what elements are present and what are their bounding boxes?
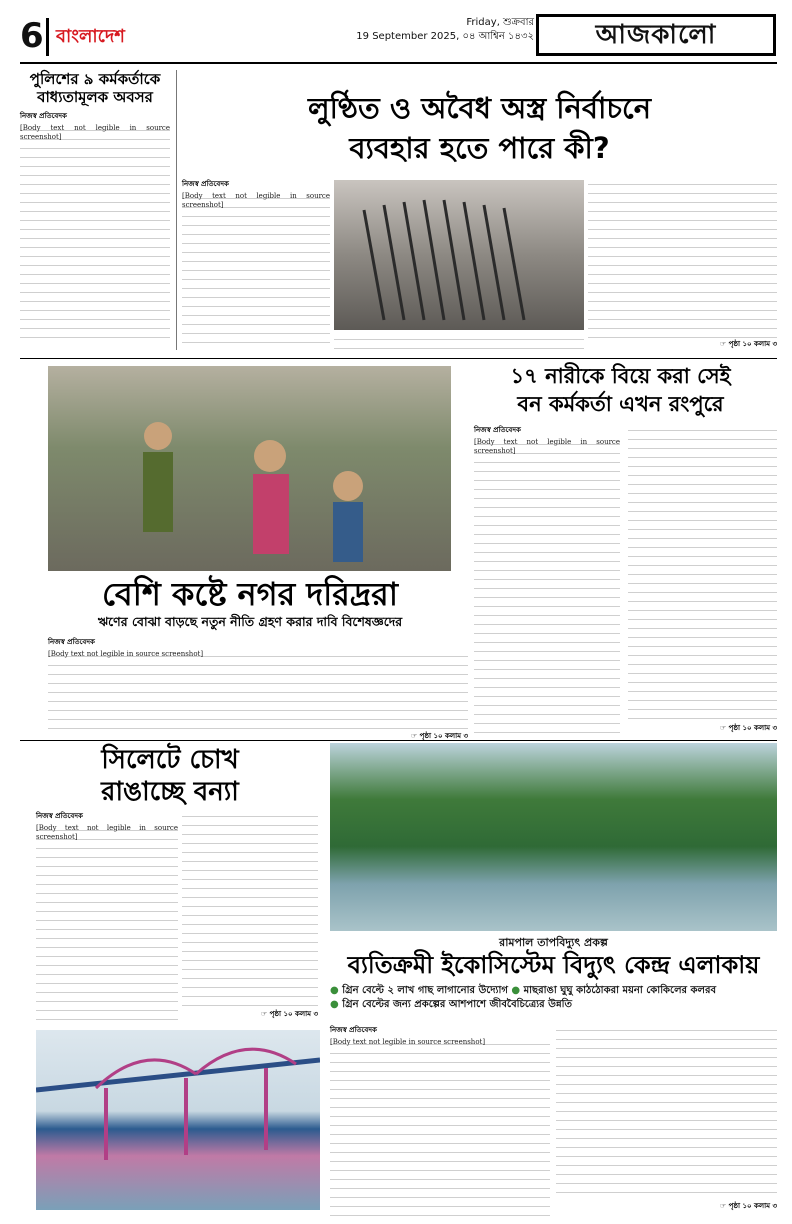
arms-headline-2: ব্যবহার হতে পারে কী? bbox=[349, 131, 610, 165]
forest-byline: নিজস্ব প্রতিবেদক bbox=[474, 426, 521, 434]
poor-continued: ☞ পৃষ্ঠা ১০ কলাম ৩ bbox=[410, 732, 468, 740]
header-rule bbox=[20, 62, 777, 64]
police-byline: নিজস্ব প্রতিবেদক bbox=[20, 112, 67, 120]
mangrove-photo bbox=[330, 743, 777, 931]
police-body: [Body text not legible in source screenshot] bbox=[20, 124, 170, 340]
poor-photo bbox=[48, 366, 451, 571]
power-body-cont bbox=[556, 1024, 777, 1200]
arms-col-1 bbox=[182, 178, 330, 348]
poor-body-block bbox=[48, 636, 468, 740]
power-bullets bbox=[330, 984, 777, 1012]
forest-continued: ☞ পৃষ্ঠা ১০ কলাম ৩ bbox=[719, 724, 777, 732]
bridge-illustration bbox=[36, 1030, 320, 1210]
power-continued: ☞ পৃষ্ঠা ১০ কলাম ৩ bbox=[719, 1202, 777, 1210]
page-number: 6 bbox=[20, 16, 44, 56]
power-col-1 bbox=[330, 1024, 550, 1214]
dateline bbox=[356, 16, 534, 44]
bullet-dot-icon: ● bbox=[330, 985, 339, 996]
dateline-day: Friday, শুক্রবার bbox=[466, 17, 534, 28]
arms-col-3 bbox=[588, 178, 777, 350]
power-byline: নিজস্ব প্রতিবেদক bbox=[330, 1026, 377, 1034]
arms-body: [Body text not legible in source screenshot] bbox=[182, 192, 330, 348]
rifles-illustration bbox=[334, 180, 584, 330]
poor-byline: নিজস্ব প্রতিবেদক bbox=[48, 638, 95, 646]
forest-headline bbox=[464, 362, 777, 418]
arms-body-cont bbox=[588, 178, 777, 338]
poor-body: [Body text not legible in source screenshot] bbox=[48, 650, 468, 730]
bullet-dot-icon: ● bbox=[511, 985, 521, 996]
arms-photo-caption-text bbox=[334, 333, 584, 351]
flood-body-cont bbox=[182, 810, 318, 1008]
arms-photo bbox=[334, 180, 584, 330]
poor-subhead: ঋণের বোঝা বাড়ছে নতুন নীতি গ্রহণ করার দাবি বিশেষজ্ঞদের bbox=[97, 614, 403, 629]
flood-col-1 bbox=[36, 810, 178, 1020]
children-illustration bbox=[48, 366, 451, 571]
column-divider bbox=[176, 70, 177, 350]
flood-continued: ☞ পৃষ্ঠা ১০ কলাম ৩ bbox=[260, 1010, 318, 1018]
police-headline-1: পুলিশের ৯ কর্মকর্তাকে bbox=[29, 70, 161, 88]
flood-headline-1: সিলেটে চোখ bbox=[101, 745, 239, 775]
power-bullet-row-1 bbox=[330, 984, 777, 998]
power-col-2 bbox=[556, 1024, 777, 1214]
power-headline: ব্যতিক্রমী ইকোসিস্টেম বিদ্যুৎ কেন্দ্র এলাকায় bbox=[347, 951, 760, 979]
section-divider bbox=[20, 740, 777, 741]
power-bullet-2: মাছরাঙা ঘুঘু কাঠঠোকরা ময়না কোকিলের কলরব bbox=[523, 985, 717, 996]
bullet-dot-icon: ● bbox=[330, 999, 339, 1010]
forest-headline-1: ১৭ নারীকে বিয়ে করা সেই bbox=[510, 364, 731, 388]
flood-byline: নিজস্ব প্রতিবেদক bbox=[36, 812, 83, 820]
arms-byline: নিজস্ব প্রতিবেদক bbox=[182, 180, 229, 188]
arms-headline bbox=[182, 88, 777, 168]
forest-headline-2: বন কর্মকর্তা এখন রংপুরে bbox=[517, 392, 724, 416]
forest-col-2 bbox=[628, 424, 777, 734]
flood-body: [Body text not legible in source screenshot] bbox=[36, 824, 178, 1022]
section-title: বাংলাদেশ bbox=[56, 26, 125, 47]
article-police bbox=[20, 70, 170, 340]
flood-col-2 bbox=[182, 810, 318, 1020]
bridge-photo bbox=[36, 1030, 320, 1210]
police-headline-2: বাধ্যতামূলক অবসর bbox=[37, 88, 153, 106]
power-bullet-1: গ্রিন বেল্টে ২ লাখ গাছ লাগানোর উদ্যোগ bbox=[342, 985, 508, 996]
power-body: [Body text not legible in source screenshot] bbox=[330, 1038, 550, 1216]
power-bullet-row-2 bbox=[330, 998, 777, 1012]
dateline-date: 19 September 2025, ০৪ আশ্বিন ১৪৩২ bbox=[356, 31, 534, 42]
power-bullet-3: গ্রিন বেল্টের জন্য প্রকল্পের আশপাশে জীববৈচিত্র্যের উন্নতি bbox=[342, 999, 573, 1010]
flood-headline bbox=[40, 744, 300, 808]
poor-headline: বেশি কষ্টে নগর দরিদ্ররা bbox=[101, 575, 399, 613]
masthead-logo: আজকালো bbox=[536, 14, 776, 56]
arms-headline-1: লুণ্ঠিত ও অবৈধ অস্ত্র নির্বাচনে bbox=[307, 91, 652, 125]
arms-continued: ☞ পৃষ্ঠা ১০ কলাম ৩ bbox=[719, 340, 777, 348]
forest-col-1 bbox=[474, 424, 620, 734]
forest-body: [Body text not legible in source screenshot] bbox=[474, 438, 620, 736]
power-kicker: রামপাল তাপবিদ্যুৎ প্রকল্প bbox=[499, 936, 608, 949]
section-divider bbox=[20, 358, 777, 359]
flood-headline-2: রাঙাচ্ছে বন্যা bbox=[101, 777, 239, 807]
forest-body-cont bbox=[628, 424, 777, 722]
page-number-divider bbox=[46, 18, 49, 56]
